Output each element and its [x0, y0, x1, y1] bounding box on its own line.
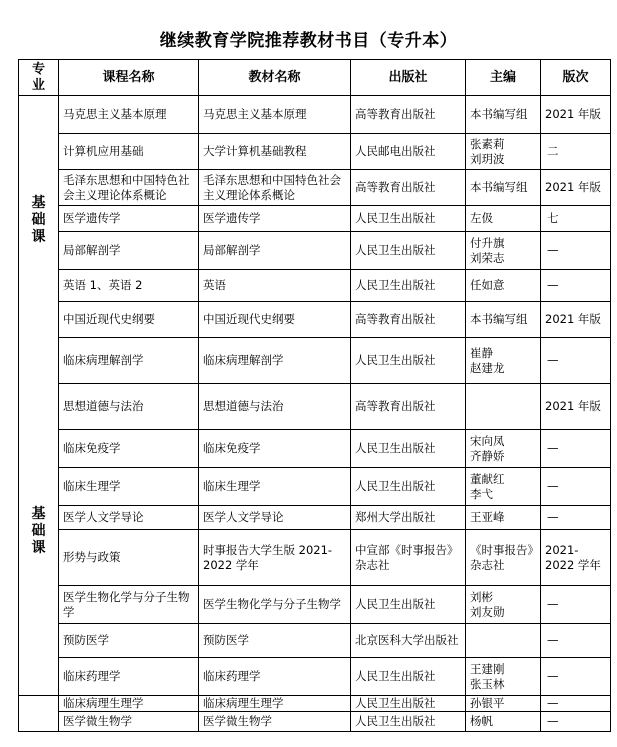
edition-cell: —: [541, 338, 611, 384]
editor-cell: 左伋: [466, 206, 541, 232]
publisher-cell: 人民卫生出版社: [351, 468, 466, 506]
edition-cell: —: [541, 232, 611, 270]
edition-cell: —: [541, 696, 611, 712]
textbook-cell: 马克思主义基本原理: [199, 96, 351, 134]
publisher-cell: 人民卫生出版社: [351, 430, 466, 468]
edition-cell: —: [541, 586, 611, 624]
edition-cell: 2021-2022 学年: [541, 530, 611, 586]
publisher-cell: 人民卫生出版社: [351, 658, 466, 696]
textbook-cell: 中国近现代史纲要: [199, 302, 351, 338]
editor-cell: [466, 384, 541, 430]
table-row: [19, 506, 611, 530]
header-course: 课程名称: [59, 60, 199, 96]
course-cell: 思想道德与法治: [59, 384, 199, 430]
major-cell-empty: [19, 696, 59, 732]
table-row: [19, 530, 611, 586]
header-major-text: 专 业: [31, 61, 45, 93]
editor-cell: 任如意: [466, 270, 541, 302]
publisher-cell: 人民卫生出版社: [351, 232, 466, 270]
edition-cell: 二: [541, 134, 611, 170]
header-publisher: 出版社: [351, 60, 466, 96]
page-title: 继续教育学院推荐教材书目（专升本）: [159, 31, 458, 51]
editor-cell: 王建刚 张玉林: [466, 658, 541, 696]
publisher-cell: 郑州大学出版社: [351, 506, 466, 530]
header-edition: 版次: [541, 60, 611, 96]
publisher-cell: 中宣部《时事报告》杂志社: [351, 530, 466, 586]
textbook-cell: 局部解剖学: [199, 232, 351, 270]
course-cell: 英语 1、英语 2: [59, 270, 199, 302]
major-label: 基 础 课: [31, 505, 46, 556]
course-cell: 马克思主义基本原理: [59, 96, 199, 134]
editor-cell: 孙银平: [466, 696, 541, 712]
editor-cell: 本书编写组: [466, 170, 541, 206]
publisher-cell: 人民卫生出版社: [351, 270, 466, 302]
edition-cell: 七: [541, 206, 611, 232]
table-row: [19, 96, 611, 134]
course-cell: 临床药理学: [59, 658, 199, 696]
publisher-cell: 人民邮电出版社: [351, 134, 466, 170]
course-cell: 中国近现代史纲要: [59, 302, 199, 338]
textbook-cell: 思想道德与法治: [199, 384, 351, 430]
table-row: [19, 134, 611, 170]
edition-cell: 2021 年版: [541, 302, 611, 338]
textbook-cell: 医学人文学导论: [199, 506, 351, 530]
table-row: [19, 430, 611, 468]
major-cell: [19, 96, 59, 696]
course-cell: 临床免疫学: [59, 430, 199, 468]
edition-cell: 2021 年版: [541, 384, 611, 430]
table-row: [19, 696, 611, 712]
header-major: [19, 60, 59, 96]
publisher-cell: 北京医科大学出版社: [351, 624, 466, 658]
editor-cell: 宋向凤 齐静娇: [466, 430, 541, 468]
course-cell: 形势与政策: [59, 530, 199, 586]
textbook-cell: 临床病理生理学: [199, 696, 351, 712]
course-cell: 医学微生物学: [59, 712, 199, 732]
editor-cell: 本书编写组: [466, 302, 541, 338]
textbook-cell: 临床药理学: [199, 658, 351, 696]
publisher-cell: 人民卫生出版社: [351, 206, 466, 232]
publisher-cell: 高等教育出版社: [351, 384, 466, 430]
textbook-cell: 时事报告大学生版 2021-2022 学年: [199, 530, 351, 586]
course-cell: 临床病理生理学: [59, 696, 199, 712]
publisher-cell: 高等教育出版社: [351, 302, 466, 338]
course-cell: 医学遗传学: [59, 206, 199, 232]
table-row: [19, 206, 611, 232]
edition-cell: —: [541, 270, 611, 302]
textbook-cell: 英语: [199, 270, 351, 302]
table-row: [19, 384, 611, 430]
textbook-table: [18, 59, 611, 732]
textbook-cell: 临床病理解剖学: [199, 338, 351, 384]
textbook-cell: 毛泽东思想和中国特色社会主义理论体系概论: [199, 170, 351, 206]
edition-cell: 2021 年版: [541, 96, 611, 134]
course-cell: 临床生理学: [59, 468, 199, 506]
editor-cell: 杨帆: [466, 712, 541, 732]
editor-cell: 王亚峰: [466, 506, 541, 530]
header-editor: 主编: [466, 60, 541, 96]
editor-cell: 《时事报告》杂志社: [466, 530, 541, 586]
publisher-cell: 人民卫生出版社: [351, 696, 466, 712]
publisher-cell: 人民卫生出版社: [351, 712, 466, 732]
table-row: [19, 624, 611, 658]
edition-cell: 2021 年版: [541, 170, 611, 206]
table-row: [19, 232, 611, 270]
textbook-cell: 医学生物化学与分子生物学: [199, 586, 351, 624]
course-cell: 预防医学: [59, 624, 199, 658]
table-row: [19, 170, 611, 206]
course-cell: 医学生物化学与分子生物学: [59, 586, 199, 624]
editor-cell: 董献红 李弋: [466, 468, 541, 506]
table-row: [19, 302, 611, 338]
textbook-cell: 临床免疫学: [199, 430, 351, 468]
publisher-cell: 人民卫生出版社: [351, 338, 466, 384]
header-row: [19, 60, 611, 96]
textbook-cell: 医学微生物学: [199, 712, 351, 732]
edition-cell: —: [541, 468, 611, 506]
editor-cell: 张素莉 刘玥波: [466, 134, 541, 170]
course-cell: 临床病理解剖学: [59, 338, 199, 384]
major-label: 基 础 课: [31, 194, 46, 245]
edition-cell: —: [541, 430, 611, 468]
textbook-cell: 预防医学: [199, 624, 351, 658]
editor-cell: 刘彬 刘友勋: [466, 586, 541, 624]
header-textbook: 教材名称: [199, 60, 351, 96]
edition-cell: —: [541, 712, 611, 732]
publisher-cell: 高等教育出版社: [351, 96, 466, 134]
course-cell: 毛泽东思想和中国特色社会主义理论体系概论: [59, 170, 199, 206]
table-row: [19, 712, 611, 732]
editor-cell: 本书编写组: [466, 96, 541, 134]
textbook-cell: 临床生理学: [199, 468, 351, 506]
textbook-cell: 医学遗传学: [199, 206, 351, 232]
publisher-cell: 高等教育出版社: [351, 170, 466, 206]
textbook-cell: 大学计算机基础教程: [199, 134, 351, 170]
course-cell: 医学人文学导论: [59, 506, 199, 530]
table-row: [19, 338, 611, 384]
table-row: [19, 468, 611, 506]
edition-cell: —: [541, 506, 611, 530]
editor-cell: [466, 624, 541, 658]
edition-cell: —: [541, 624, 611, 658]
table-row: [19, 270, 611, 302]
editor-cell: 付升旗 刘荣志: [466, 232, 541, 270]
table-row: [19, 586, 611, 624]
edition-cell: —: [541, 658, 611, 696]
publisher-cell: 人民卫生出版社: [351, 586, 466, 624]
editor-cell: 崔静 赵建龙: [466, 338, 541, 384]
table-row: [19, 658, 611, 696]
course-cell: 局部解剖学: [59, 232, 199, 270]
course-cell: 计算机应用基础: [59, 134, 199, 170]
